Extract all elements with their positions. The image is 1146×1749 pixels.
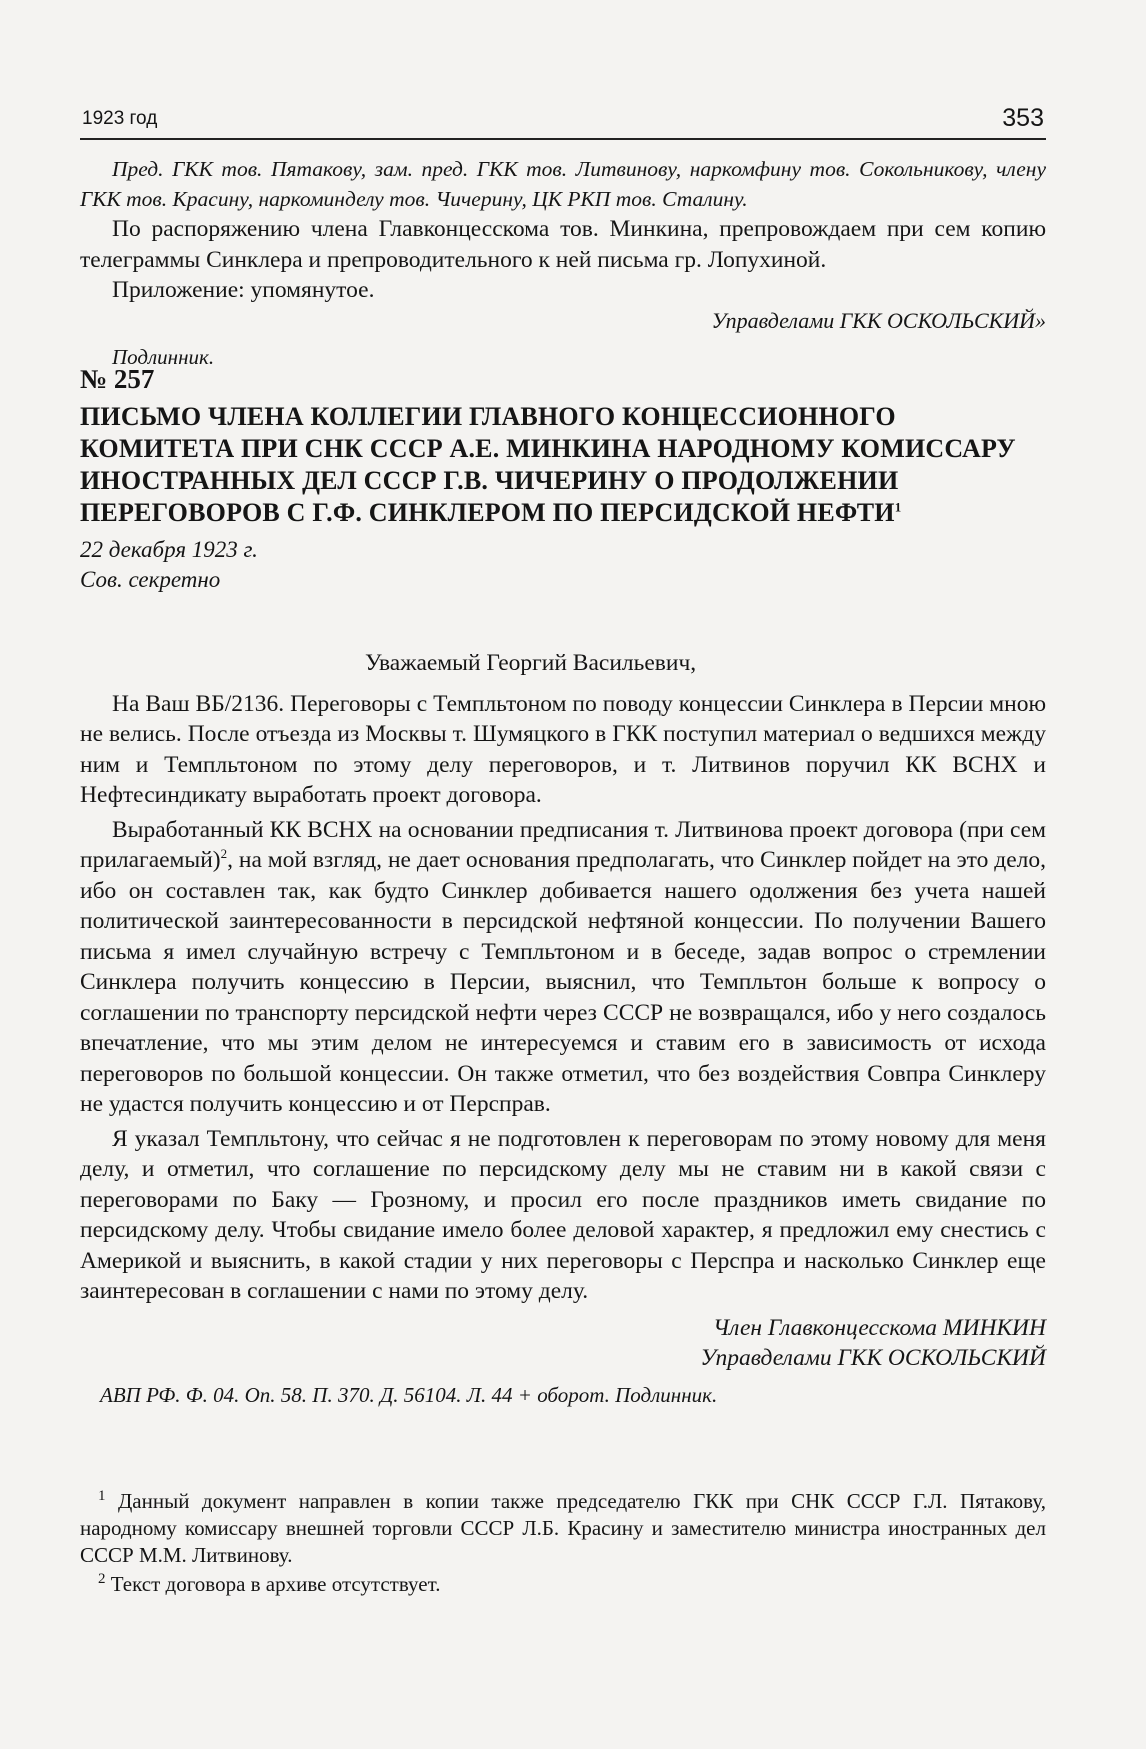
previous-document-ending [80, 154, 1046, 373]
salutation: Уважаемый Георгий Васильевич, [365, 650, 697, 676]
recipients-list: Пред. ГКК тов. Пятакову, зам. пред. ГКК тов. Литвинову, наркомфину тов. Сокольникову, члену ГКК тов. Красину, наркоминделу тов. Чичерину, ЦК РКП тов. Сталину. [80, 157, 1046, 211]
previous-signature: Управделами ГКК ОСКОЛЬСКИЙ» [711, 307, 1046, 333]
paragraph-2 [80, 815, 1046, 1120]
document-date: 22 декабря 1923 г. [80, 537, 258, 562]
page-number: 353 [1002, 104, 1044, 132]
header-year: 1923 год [82, 108, 158, 129]
footnote-2-text: Текст договора в архиве отсутствует. [110, 1572, 441, 1596]
attachment-note: Приложение: упомянутое. [112, 277, 375, 303]
title-footnote-mark: 1 [894, 499, 902, 515]
paragraph-1: На Ваш ВБ/2136. Переговоры с Темпльтоном по поводу концессии Синклера в Персии мною не велись. После отъезда из Москвы т. Шумяцкого в ГКК поступил материал о ведшихся между ним и Темпльтоном по этому делу переговоров, и т. Литвинов поручил КК ВСНХ и Нефтесиндикату выработать проект договора. [80, 690, 1046, 808]
footnote-1-text: Данный документ направлен в копии также председателю ГКК при СНК СССР Г.Л. Пятакову, народному комиссару внешней торговли СССР Л.Б. Красину и заместителю министра иностранных дел СССР М.М. Литвинову. [80, 1489, 1046, 1567]
footnotes [80, 1488, 1046, 1598]
footnote-1 [80, 1488, 1046, 1569]
archive-reference: АВП РФ. Ф. 04. Оп. 58. П. 370. Д. 56104. Л. 44 + оборот. Подлинник. [100, 1382, 718, 1407]
classification: Сов. секретно [80, 567, 221, 592]
paragraph-2-rest: , на мой взгляд, не дает основания предполагать, что Синклер пойдет на это дело, ибо он составлен так, как будто Синклер добивается нашего одолжения без учета нашей политической заинтересованности в персидской нефтяной концессии. По получении Вашего письма я имел случайную встречу с Темпльтоном и в беседе, задав вопрос о стремлении Синклера получить концессию в Персии, выяснил, что Темпльтон больше к вопросу о соглашении по транспорту персидской нефти через СССР не возвращался, ибо у него создалось впечатление, что мы этим делом не интересуемся и ставим его в зависимость от исхода переговоров по большой концессии. Он также отметил, что без воздействия Совпра Синклеру не удастся получить концессию и от Персправ. [80, 847, 1046, 1117]
footnote-1-mark: 1 [98, 1488, 106, 1504]
document-heading [80, 364, 1046, 595]
previous-body: По распоряжению члена Главконцесскома тов. Минкина, препровождаем при сем копию телеграммы Синклера и препроводительного к ней письма гр. Лопухиной. [80, 216, 1046, 273]
letter-body [80, 648, 1046, 1410]
paragraph-2-start: Выработанный КК ВСНХ на основании предписания т. Литвинова проект договора (при сем прилагаемый) [80, 816, 1046, 873]
document-number: № 257 [80, 364, 155, 394]
signature-oskolsky: Управделами ГКК ОСКОЛЬСКИЙ [700, 1345, 1046, 1371]
paragraph-2-footnote-mark: 2 [220, 846, 228, 862]
footnote-2 [80, 1571, 1046, 1598]
previous-source: Подлинник. [112, 345, 215, 369]
signature-minkin: Член Главконцесскома МИНКИН [712, 1314, 1046, 1341]
document-title [80, 401, 1046, 529]
document-title-text: ПИСЬМО ЧЛЕНА КОЛЛЕГИИ ГЛАВНОГО КОНЦЕССИОННОГО КОМИТЕТА ПРИ СНК СССР А.Е. МИНКИНА НАРОДНОМУ КОМИССАРУ ИНОСТРАННЫХ ДЕЛ СССР Г.В. ЧИЧЕРИНУ О ПРОДОЛЖЕНИИ ПЕРЕГОВОРОВ С Г.Ф. СИНКЛЕРОМ ПО ПЕРСИДСКОЙ НЕФТИ [80, 402, 1016, 527]
paragraph-3: Я указал Темпльтону, что сейчас я не подготовлен к переговорам по этому новому для меня делу, и отметил, что соглашение по персидскому делу мы не ставим ни в какой связи с переговорами по Баку — Грозному, и просил его после праздников иметь свидание по персидскому делу. Чтобы свидание имело более деловой характер, я предложил ему снестись с Америкой и выяснить, в какой стадии у них переговоры с Перспра и насколько Синклер еще заинтересован в соглашении с нами по этому делу. [80, 1125, 1046, 1304]
running-header [80, 104, 1046, 140]
footnote-2-mark: 2 [98, 1571, 106, 1587]
